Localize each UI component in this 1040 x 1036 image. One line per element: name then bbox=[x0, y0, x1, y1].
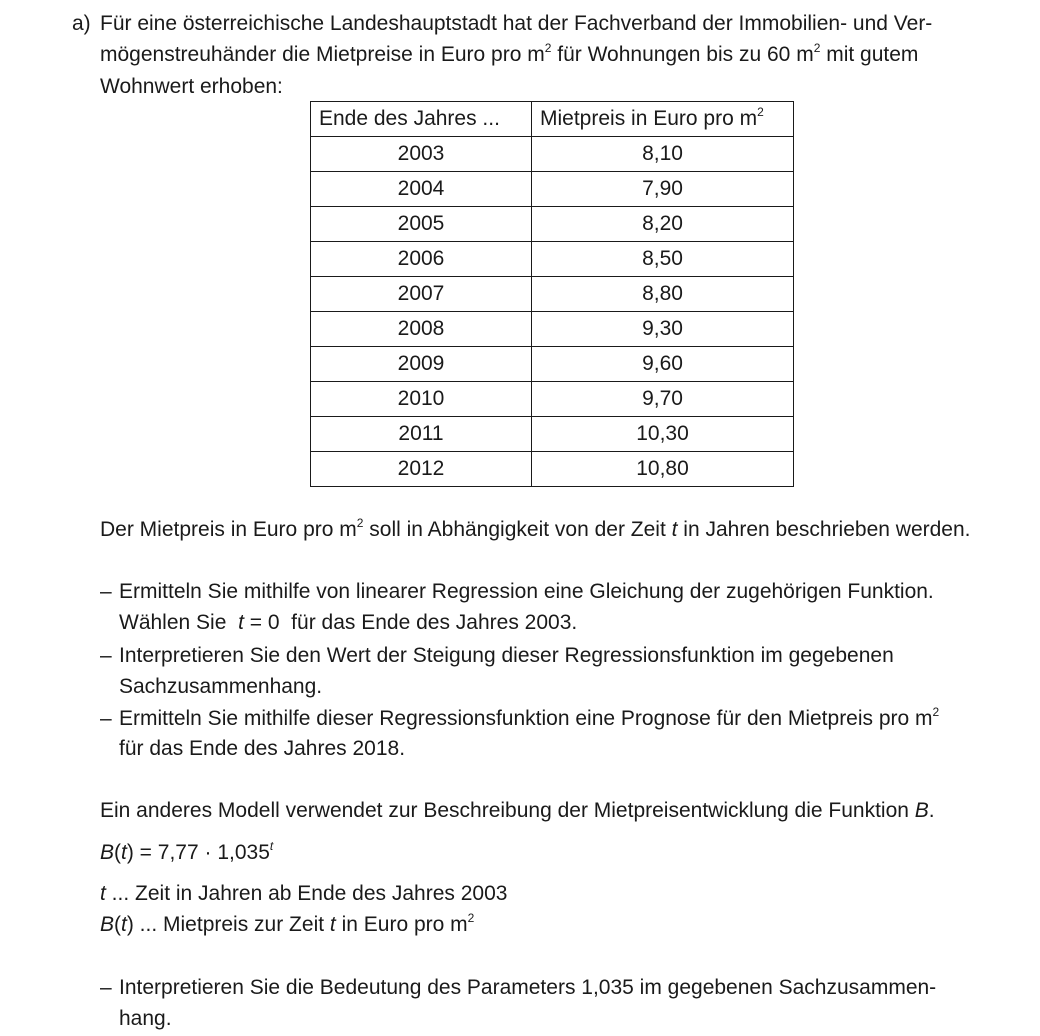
price-cell: 9,60 bbox=[532, 347, 794, 382]
task-4-line-2: hang. bbox=[119, 1007, 172, 1030]
task-2-line-2: Sachzusammenhang. bbox=[119, 675, 323, 698]
description: Der Mietpreis in Euro pro $m^2$ soll in Abhängigkeit von der Zeit t in Jahren beschrieben werden. bbox=[100, 516, 971, 541]
task-3-line-1: Ermitteln Sie mithilfe dieser Regressionsfunktion eine Prognose für den Mietpreis pro $m^2$ bbox=[119, 705, 940, 730]
price-cell: 10,30 bbox=[532, 417, 794, 452]
table-row bbox=[311, 172, 794, 207]
table-row bbox=[311, 242, 794, 277]
year-cell: 2011 bbox=[311, 417, 532, 452]
table-header-row bbox=[311, 102, 794, 137]
task-3-dash: – bbox=[100, 707, 112, 730]
task-marker: a) bbox=[72, 12, 91, 35]
year-cell: 2012 bbox=[311, 452, 532, 487]
task-3-line-2: für das Ende des Jahres 2018. bbox=[119, 737, 406, 760]
task-2-dash: – bbox=[100, 644, 112, 667]
task-1-line-2: Wählen Sie t = 0 für das Ende des Jahres 2003. bbox=[119, 611, 578, 634]
task-1-line-1: Ermitteln Sie mithilfe von linearer Regression eine Gleichung der zugehörigen Funktion. bbox=[119, 580, 934, 603]
intro-line-1: Für eine österreichische Landeshauptstadt hat der Fachverband der Immobilien- und Ver- bbox=[100, 12, 933, 35]
table-row bbox=[311, 207, 794, 242]
year-cell: 2003 bbox=[311, 137, 532, 172]
task-4-dash: – bbox=[100, 976, 112, 999]
year-cell: 2004 bbox=[311, 172, 532, 207]
model-intro: Ein anderes Modell verwendet zur Beschreibung der Mietpreisentwicklung die Funktion B. bbox=[100, 799, 935, 822]
year-cell: 2006 bbox=[311, 242, 532, 277]
year-cell: 2007 bbox=[311, 277, 532, 312]
price-cell: 8,20 bbox=[532, 207, 794, 242]
price-cell: 8,10 bbox=[532, 137, 794, 172]
year-cell: 2010 bbox=[311, 382, 532, 417]
table-row bbox=[311, 277, 794, 312]
year-cell: 2008 bbox=[311, 312, 532, 347]
task-2-line-1: Interpretieren Sie den Wert der Steigung dieser Regressionsfunktion im gegebenen bbox=[119, 644, 894, 667]
legend-t: t ... Zeit in Jahren ab Ende des Jahres 2003 bbox=[100, 882, 508, 905]
legend-b: B(t) ... Mietpreis zur Zeit t in Euro pro $m^2$ bbox=[100, 911, 475, 936]
intro-line-3: Wohnwert erhoben: bbox=[100, 75, 283, 98]
table-row bbox=[311, 417, 794, 452]
task-1-dash: – bbox=[100, 580, 112, 603]
task-4-line-1: Interpretieren Sie die Bedeutung des Parameters 1,035 im gegebenen Sachzusammen- bbox=[119, 976, 937, 999]
header-year: Ende des Jahres ... bbox=[311, 102, 532, 137]
table-row bbox=[311, 312, 794, 347]
price-cell: 9,30 bbox=[532, 312, 794, 347]
rent-price-table bbox=[310, 101, 794, 487]
year-cell: 2005 bbox=[311, 207, 532, 242]
price-cell: 9,70 bbox=[532, 382, 794, 417]
price-cell: 8,50 bbox=[532, 242, 794, 277]
table-row bbox=[311, 452, 794, 487]
model-formula: $B(t) = 7,77 \cdot 1,035^t$ bbox=[100, 839, 274, 864]
table-row bbox=[311, 347, 794, 382]
intro-line-2: mögenstreuhänder die Mietpreise in Euro pro $m^2$ für Wohnungen bis zu 60 $m^2$ mit gutem bbox=[100, 41, 919, 66]
year-cell: 2009 bbox=[311, 347, 532, 382]
price-cell: 10,80 bbox=[532, 452, 794, 487]
table-body bbox=[311, 137, 794, 487]
table-row bbox=[311, 137, 794, 172]
header-price: Mietpreis in Euro pro $m^2$ bbox=[532, 102, 794, 137]
table-row bbox=[311, 382, 794, 417]
price-cell: 8,80 bbox=[532, 277, 794, 312]
price-cell: 7,90 bbox=[532, 172, 794, 207]
